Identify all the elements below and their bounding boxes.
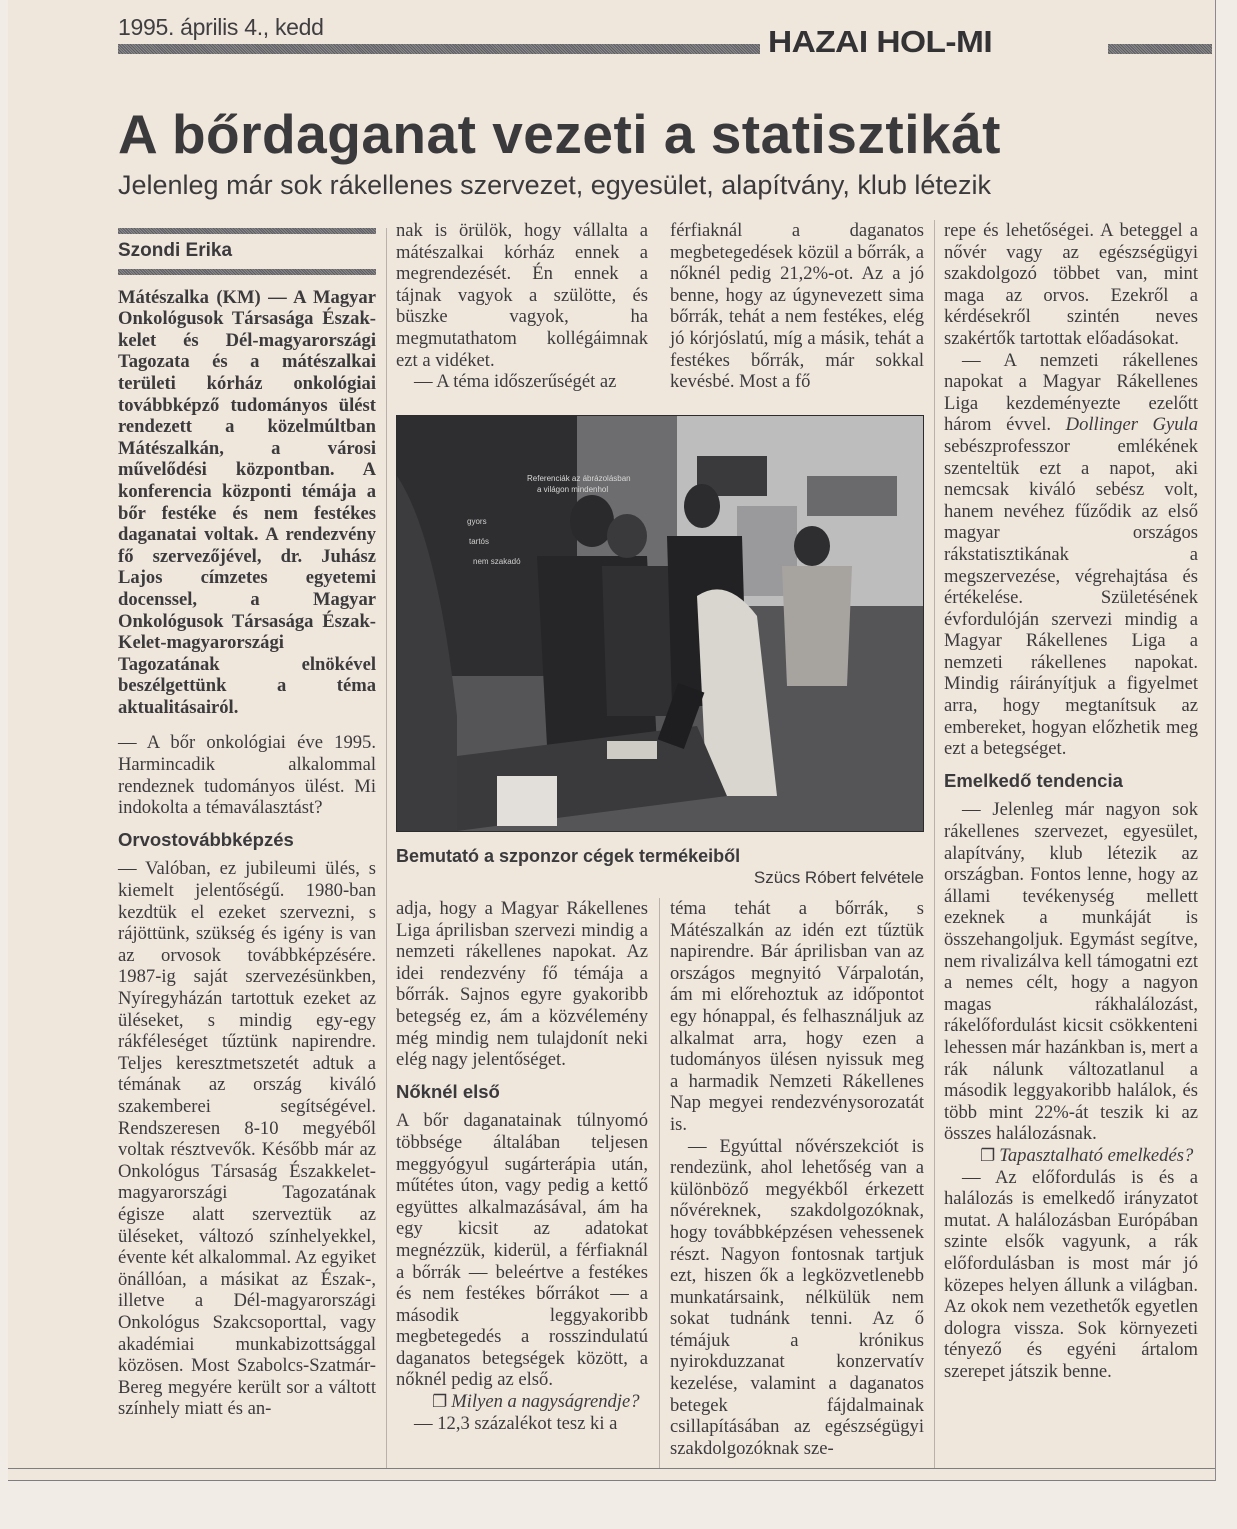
box-icon: ❐ <box>432 1392 448 1412</box>
news-photo <box>396 415 924 832</box>
photo-illustration <box>397 416 923 831</box>
body-paragraph: téma tehát a bőrrák, s Mátészalkán az idén ezt tűztük napirendre. Bár áprilisban van az országos megnyitó Várpalotán, ám mi előrehoztuk az időpontot egy hónappal, és felhasználjuk az alkalmat arra, hogy ezen a tudományos ülésen nyissuk meg a harmadik Nemzeti Rákellenes Nap megyei rendezvénysorozatát is. <box>670 898 924 1135</box>
interview-question: — A bőr onkológiai éve 1995. Harmincadik alkalommal rendeznek tudományos ülést. Mi indokolta a témaválasztást? <box>118 732 376 819</box>
question-text: Milyen a nagyságrendje? <box>451 1391 640 1413</box>
photo-caption: Bemutató a szponzor cégek termékeiből <box>396 846 741 866</box>
body-paragraph: — Valóban, ez jubileumi ülés, s kiemelt jelentőségű. 1980-ban kezdtük el ezeket szervezni, s rájöttünk, szükség és igény is van az orvosok továbbképzésére. 1987-ig saját szervezésünkben, Nyíregyházán tartottuk ezeket az üléseket, s mindig egy-egy rákféleséget tűztünk napirendre. Teljes keresztmetszetét adtuk a témának az ország kiváló szakemberei segítségével. Rendszeresen 8-10 megyéből voltak résztvevők. Később már az Onkológus Társaság Északkelet-magyarországi Tagozatának égisze alatt szerveztük az üléseket, változó színhelyekkel, évente két alkalommal. Az egyiket önállóan, a másikat az Észak-, illetve a Dél-magyarországi Onkológus Szakcsoporttal, vagy akadémiai munkabizottsággal közösen. Most Szabolcs-Szatmár-Bereg megyére került sor a váltott színhely miatt és an- <box>118 858 376 1420</box>
sign-text: Referenciák az ábrázolásban <box>527 474 631 483</box>
subheadline: Jelenleg már sok rákellenes szervezet, egyesület, alapítvány, klub létezik <box>118 170 991 200</box>
column-1 <box>118 228 376 1420</box>
subtitle: Nőknél első <box>396 1080 500 1102</box>
column-2-top <box>396 220 648 393</box>
board-item: nem szakadó <box>473 557 521 566</box>
body-paragraph: — Egyúttal nővérszekciót is rendezünk, ahol lehetőség van a különböző megyékből érkezett nővéreknek, szakdolgozóknak, hogy továbbképzésen vehessenek részt. Nagyon fontosnak tartjuk ezt, hiszen ők a legközvetlenebb munkatársaink, nélkülük nem sokat tudnánk tenni. Az ő témájuk a krónikus nyirokduzzanat konzervatív kezelése, valamint a daganatos betegek fájdalmainak csillapításában az egészségügyi szakdolgozóknak sze- <box>670 1135 924 1459</box>
body-paragraph: — Jelenleg már nagyon sok rákellenes szervezet, egyesület, alapítvány, klub létezik az országban. Fontos lenne, hogy az állami tevékenység mellett ezeknek a munkáját is összehangoljuk. Egymást segítve, nem rivalizálva kell támogatni ezt a nemes célt, hogy a nagyon magas rákhalálozást, rákelőfordulást kicsit csökkenteni lehessen már hazánkban is, mert a rák nálunk változatlanul a második leggyakoribb halálok, és több mint 22%-át teszik ki az összes halálozásnak. <box>944 799 1199 1145</box>
box-icon: ❐ <box>980 1145 996 1165</box>
sign-text: a világon mindenhol <box>537 485 609 494</box>
board-item: tartós <box>469 537 490 546</box>
subtitle: Emelkedő tendencia <box>944 769 1123 791</box>
lead-paragraph: Mátészalka (KM) — A Magyar Onkológusok Társasága Észak-kelet és Dél-magyarországi Tagozata és a mátészalkai területi kórház onkológiai továbbképző tudományos ülést rendezett a közelmúltban Mátészalkán, a városi művelődési központban. A konferencia központi témája a bőr festéke és nem festékes daganatai voltak. A rendezvény fő szervezőjével, dr. Juhász Lajos címzetes egyetemi docenssel, a Magyar Onkológusok Társasága Észak-Kelet-magyarországi Tagozatának elnökével beszélgettünk a téma aktualitásairól. <box>118 286 376 718</box>
byline-rule <box>118 269 376 275</box>
body-paragraph <box>944 350 1198 760</box>
subtitle: Orvostovábbképzés <box>118 828 294 850</box>
column-4 <box>944 220 1198 1382</box>
headline: A bőrdaganat vezeti a statisztikát <box>118 103 1001 165</box>
byline-rule <box>118 228 376 234</box>
issue-date: 1995. április 4., kedd <box>118 14 324 40</box>
body-paragraph: nak is örülök, hogy vállalta a mátészalkai kórház ennek a megrendezését. Én ennek a tájnak vagyok a szülötte, és büszke vagyok, ha megmutathatom kollégáimnak ezt a vidéket. <box>396 220 648 371</box>
board-item: gyors <box>467 517 487 526</box>
section-label: HAZAI HOL-MI <box>768 24 993 59</box>
column-3-top <box>670 220 924 393</box>
column-divider <box>934 220 935 1468</box>
body-text: sebészprofesszor emlékének szenteltük ezt a napot, aki nemcsak kiváló sebész volt, hanem nevéhez fűződik az első magyar országos rákstatisztikának a megszervezése, végrehajtása és értékelése. Születésének évfordulóján szervezi mindig a Magyar Rákellenes Liga a nemzeti rákellenes napokat. Mindig ráirányítjuk a figyelmet arra, hogy megtanítsuk az embereket, hogyan előzhetik meg ezt a betegséget. <box>944 435 1198 760</box>
interview-question <box>396 1391 648 1413</box>
body-paragraph: adja, hogy a Magyar Rákellenes Liga áprilisban szervezi mindig a nemzeti rákellenes napokat. Az idei rendezvény fő témája a bőrrák. Sajnos egyre gyakoribb betegség ez, ám a közvélemény még mindig nem tulajdonít neki elég nagy jelentőséget. <box>396 898 648 1071</box>
column-3-bottom <box>670 898 924 1459</box>
header-rule <box>1108 44 1212 54</box>
column-divider <box>386 228 387 1468</box>
body-paragraph: — A téma időszerűségét az <box>414 371 617 393</box>
photo-credit: Szücs Róbert felvétele <box>753 868 924 887</box>
byline: Szondi Erika <box>118 240 233 261</box>
header-rule <box>118 44 760 54</box>
interview-question <box>944 1145 1198 1167</box>
page-bottom-edge <box>8 1468 1215 1469</box>
column-2-bottom <box>396 898 648 1434</box>
person-name: Dollinger Gyula <box>1065 414 1198 436</box>
body-paragraph: — 12,3 százalékot tesz ki a <box>414 1412 618 1434</box>
body-paragraph: — Az előfordulás is és a halálozás is emelkedő irányzatot mutat. A halálozásban Európában szinte elsők vagyunk, a rák előfordulásban is most már jó közepes helyen állunk a világban. Az okok nem vezethetők egyetlen dologra vissza. Sok környezeti tényező és egyéni ártalom szerepet játszik benne. <box>944 1166 1198 1382</box>
body-paragraph: repe és lehetőségei. A beteggel a nővér vagy az egészségügyi szakdolgozó többet van, mint maga az orvos. Ezekről a kérdésekről szintén neves szakértők tartottak előadásokat. <box>944 220 1198 349</box>
body-text: — A nemzeti rákellenes napokat a Magyar Rákellenes Liga kezdeményezte ezelőtt három évvel. <box>944 349 1198 436</box>
column-divider <box>659 898 660 1468</box>
question-text: Tapasztalható emelkedés? <box>999 1144 1194 1166</box>
body-paragraph: férfiaknál a daganatos megbetegedések közül a bőrrák, a nőknél pedig 21,2%-ot. Az a jó benne, hogy az úgynevezett sima bőrrák, tehát a nem festékes, elég jó kórjóslatú, míg a másik, tehát a festékes bőrrák, már sokkal kevésbé. Most a fő <box>670 220 924 393</box>
body-paragraph: A bőr daganatainak túlnyomó többsége általában teljesen meggyógyul sugárterápia után, műtétes úton, vagy pedig a kettő együttes alkalmazásával, ám ha egy kicsit az adatokat megnézzük, kiderül, a férfiaknál a bőrrák — beleértve a festékes és nem festékes bőrrákot — a második leggyakoribb megbetegedés a rosszindulatú daganatos betegségek között, a nőknél pedig az első. <box>396 1110 648 1391</box>
